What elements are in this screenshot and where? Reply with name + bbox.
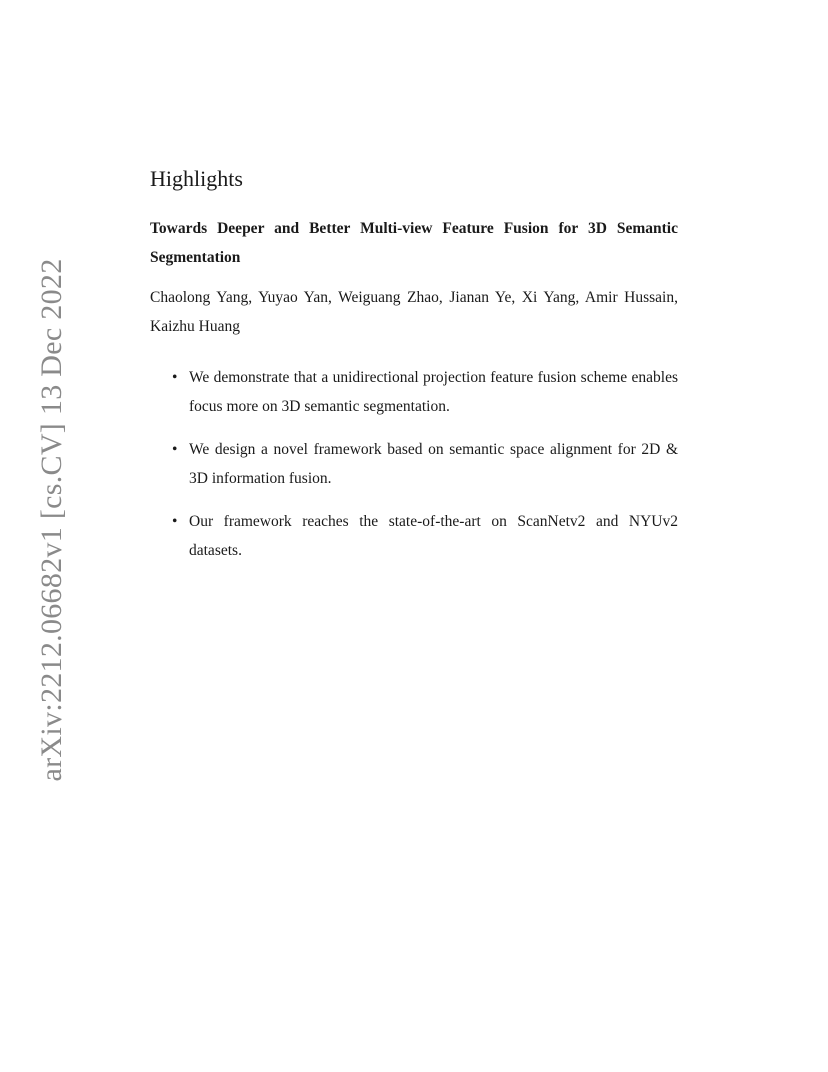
bullet-icon: •: [172, 513, 178, 530]
highlight-item: [150, 507, 678, 565]
highlight-text: Our framework reaches the state-of-the-art on ScanNetv2 and NYUv2 datasets.: [189, 513, 678, 559]
highlight-item: [150, 435, 678, 493]
bullet-icon: •: [172, 441, 178, 458]
arxiv-identifier: arXiv:2212.06682v1 [cs.CV] 13 Dec 2022: [35, 258, 68, 782]
section-title: Highlights: [150, 166, 243, 191]
highlight-text: We design a novel framework based on semantic space alignment for 2D & 3D information fusion.: [189, 441, 678, 487]
bullet-icon: •: [172, 369, 178, 386]
highlight-text: We demonstrate that a unidirectional projection feature fusion scheme enables focus more on 3D semantic segmentation.: [189, 369, 678, 415]
highlights-page: [150, 162, 678, 579]
highlight-item: [150, 363, 678, 421]
paper-title: Towards Deeper and Better Multi-view Feature Fusion for 3D Semantic Segmentation: [150, 220, 678, 266]
author-list: Chaolong Yang, Yuyao Yan, Weiguang Zhao, Jianan Ye, Xi Yang, Amir Hussain, Kaizhu Huang: [150, 289, 678, 335]
highlights-list: [150, 363, 678, 565]
